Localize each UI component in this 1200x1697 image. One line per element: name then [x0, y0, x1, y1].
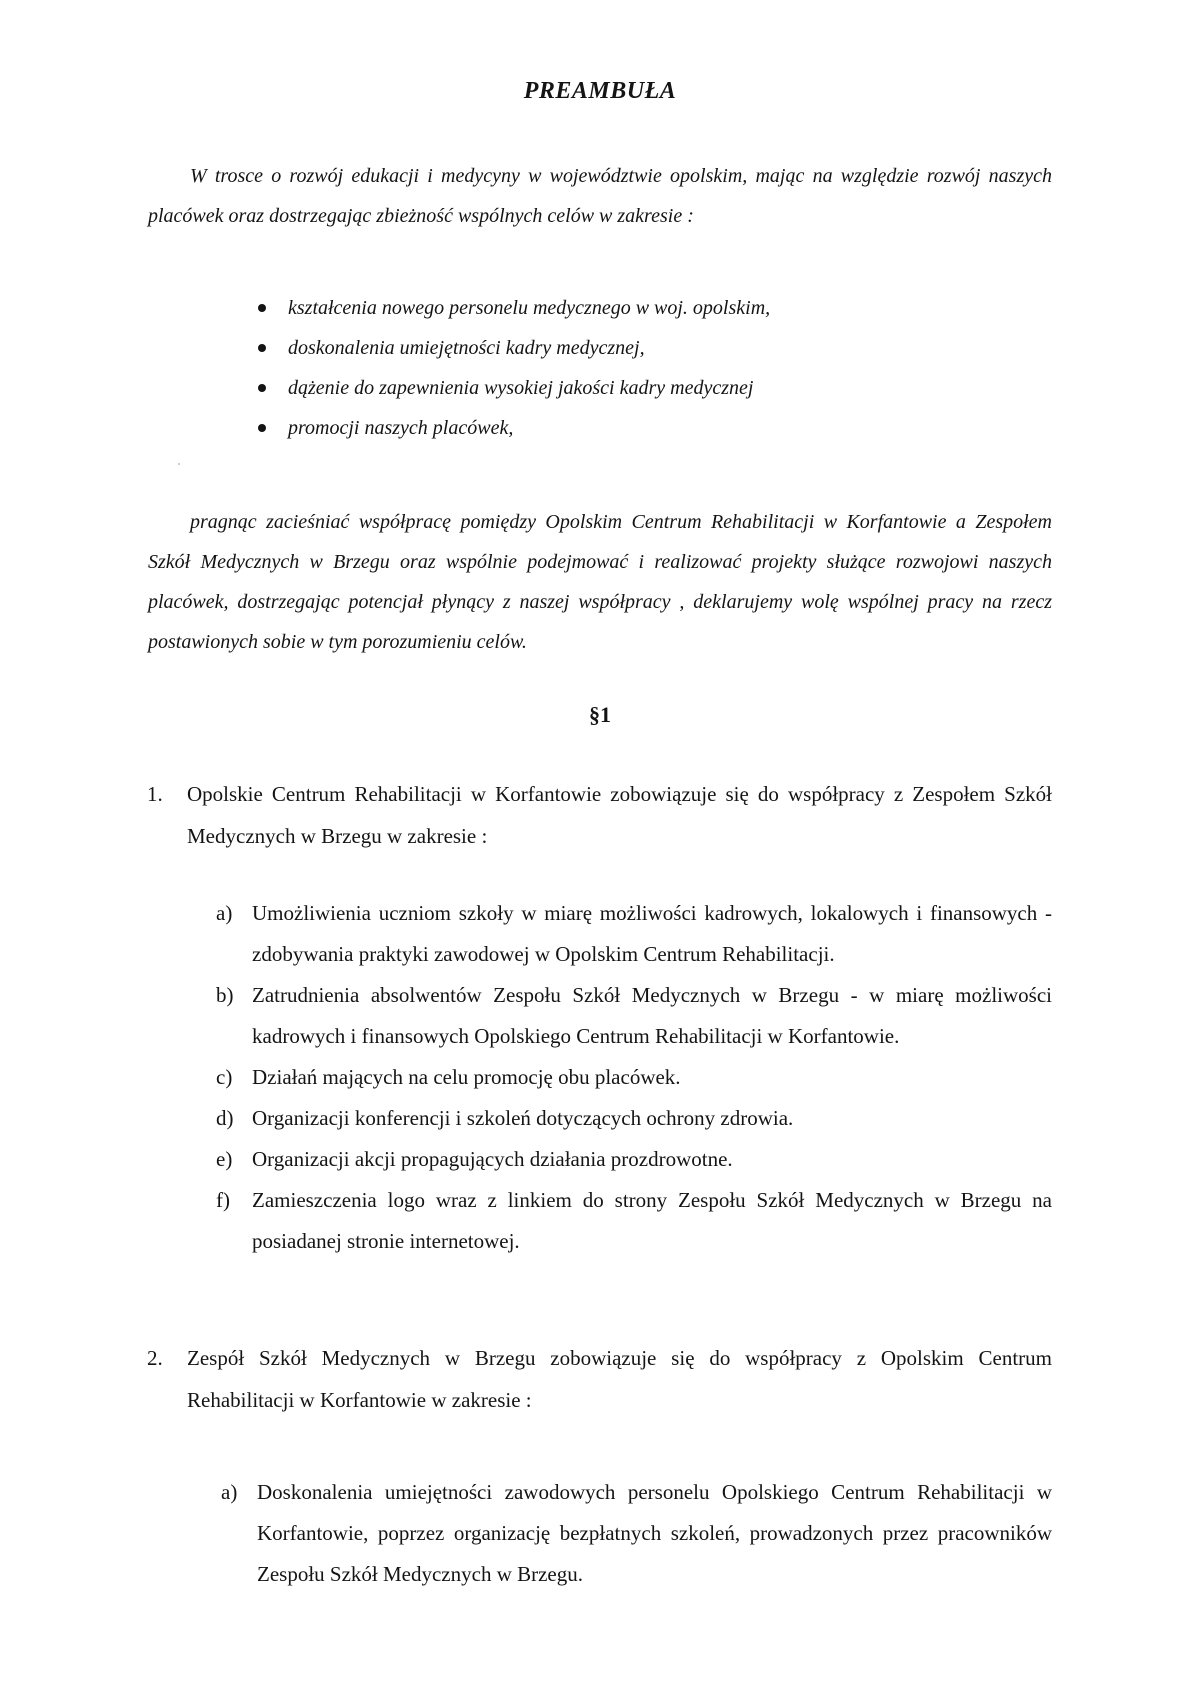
sublist-item: [216, 893, 1052, 975]
item-text: Działań mających na celu promocję obu placówek.: [252, 1065, 681, 1089]
sublist-item: [216, 975, 1052, 1057]
sublist-item: [216, 1057, 1052, 1098]
point-text: Opolskie Centrum Rehabilitacji w Korfantowie zobowiązuje się do współpracy z Zespołem Szkół Medycznych w Brzegu w zakresie :: [187, 782, 1052, 848]
item-letter: c): [216, 1065, 233, 1089]
sublist-item: [216, 1098, 1052, 1139]
item-text: Zatrudnienia absolwentów Zespołu Szkół Medycznych w Brzegu - w miarę możliwości kadrowych i finansowych Opolskiego Centrum Rehabilitacji w Korfantowie.: [252, 983, 1052, 1048]
item-text: Zamieszczenia logo wraz z linkiem do strony Zespołu Szkół Medycznych w Brzegu na posiadanej stronie internetowej.: [252, 1188, 1052, 1253]
item-letter: a): [221, 1480, 238, 1504]
item-letter: e): [216, 1147, 233, 1171]
point-2-sublist: [221, 1472, 1052, 1595]
numbered-point-1: [147, 773, 1052, 857]
bullet-item: dążenie do zapewnienia wysokiej jakości kadry medycznej: [258, 368, 770, 408]
page-title: PREAMBUŁA: [523, 78, 677, 104]
preamble-closing-paragraph: pragnąc zacieśniać współpracę pomiędzy Opolskim Centrum Rehabilitacji w Korfantowie a Zespołem Szkół Medycznych w Brzegu oraz wspólnie podejmować i realizować projekty służące rozwojowi naszych placówek, dostrzegając potencjał płynący z naszej współpracy , deklarujemy wolę wspólnej pracy na rzecz postawionych sobie w tym porozumieniu celów.: [148, 511, 1052, 653]
bullet-item: promocji naszych placówek,: [258, 408, 770, 448]
preamble-intro-paragraph: W trosce o rozwój edukacji i medycyny w województwie opolskim, mając na względzie rozwój naszych placówek oraz dostrzegając zbieżność wspólnych celów w zakresie :: [148, 165, 1052, 227]
sublist-item: [221, 1472, 1052, 1595]
scan-speck: [178, 463, 180, 465]
item-letter: d): [216, 1106, 234, 1130]
point-number: 2.: [147, 1346, 163, 1370]
item-text: Organizacji konferencji i szkoleń dotyczących ochrony zdrowia.: [252, 1106, 794, 1130]
item-text: Doskonalenia umiejętności zawodowych personelu Opolskiego Centrum Rehabilitacji w Korfantowie, poprzez organizację bezpłatnych szkoleń, prowadzonych przez pracowników Zespołu Szkół Medycznych w Brzegu.: [257, 1480, 1052, 1586]
item-text: Umożliwienia uczniom szkoły w miarę możliwości kadrowych, lokalowych i finansowych - zdobywania praktyki zawodowej w Opolskim Centrum Rehabilitacji.: [252, 901, 1052, 966]
sublist-item: [216, 1139, 1052, 1180]
point-1-sublist: [216, 893, 1052, 1262]
point-number: 1.: [147, 782, 163, 806]
preamble-bullet-list: [258, 288, 770, 448]
section-heading: §1: [589, 702, 611, 727]
item-letter: a): [216, 901, 233, 925]
point-text: Zespół Szkół Medycznych w Brzegu zobowiązuje się do współpracy z Opolskim Centrum Rehabilitacji w Korfantowie w zakresie :: [187, 1346, 1052, 1412]
numbered-point-2: [147, 1337, 1052, 1421]
item-letter: b): [216, 983, 234, 1007]
bullet-item: kształcenia nowego personelu medycznego w woj. opolskim,: [258, 288, 770, 328]
item-text: Organizacji akcji propagujących działania prozdrowotne.: [252, 1147, 733, 1171]
bullet-item: doskonalenia umiejętności kadry medycznej,: [258, 328, 770, 368]
sublist-item: [216, 1180, 1052, 1262]
item-letter: f): [216, 1188, 230, 1212]
